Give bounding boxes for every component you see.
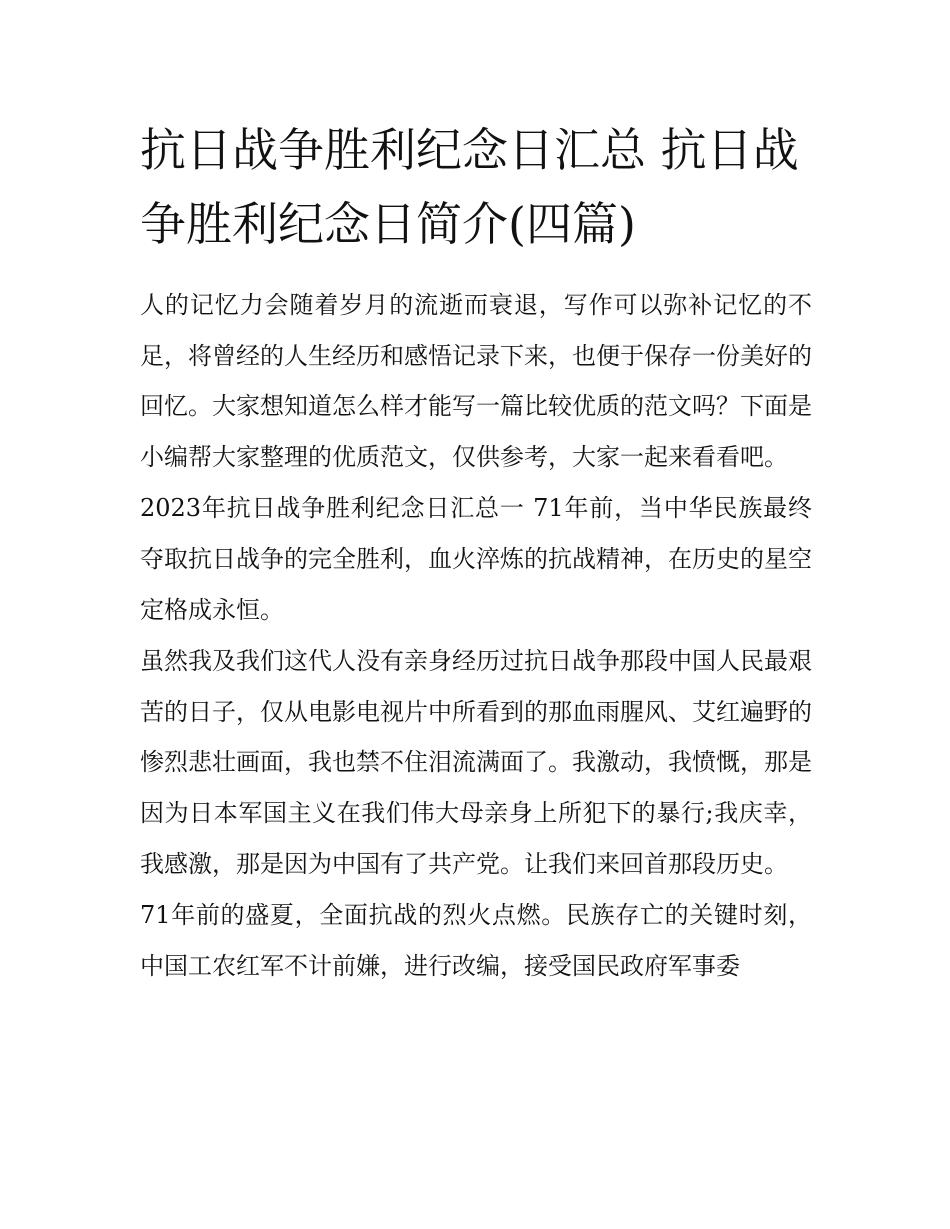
paragraph-3: 71年前的盛夏，全面抗战的烈火点燃。民族存亡的关键时刻，中国工农红军不计前嫌，进行改编，接受国民政府军事委 [140,901,812,980]
paragraph-intro: 人的记忆力会随着岁月的流逝而衰退，写作可以弥补记忆的不足，将曾经的人生经历和感悟记录下来，也便于保存一份美好的回忆。大家想知道怎么样才能写一篇比较优质的范文吗？下面是小编帮大家整理的优质范文，仅供参考，大家一起来看看吧。 [140,291,812,471]
paragraph-1: 2023年抗日战争胜利纪念日汇总一 71年前，当中华民族最终夺取抗日战争的完全胜利，血火淬炼的抗战精神，在历史的星空定格成永恒。 [140,494,812,624]
document-body [140,280,812,992]
document-title: 抗日战争胜利纪念日汇总 抗日战争胜利纪念日简介(四篇) [140,123,799,251]
paragraph-2: 虽然我及我们这代人没有亲身经历过抗日战争那段中国人民最艰苦的日子，仅从电影电视片中所看到的那血雨腥风、艾红遍野的惨烈悲壮画面，我也禁不住泪流满面了。我激动，我愤慨，那是因为日本军国主义在我们伟大母亲身上所犯下的暴行;我庆幸，我感激，那是因为中国有了共产党。让我们来回首那段历史。 [140,647,812,878]
